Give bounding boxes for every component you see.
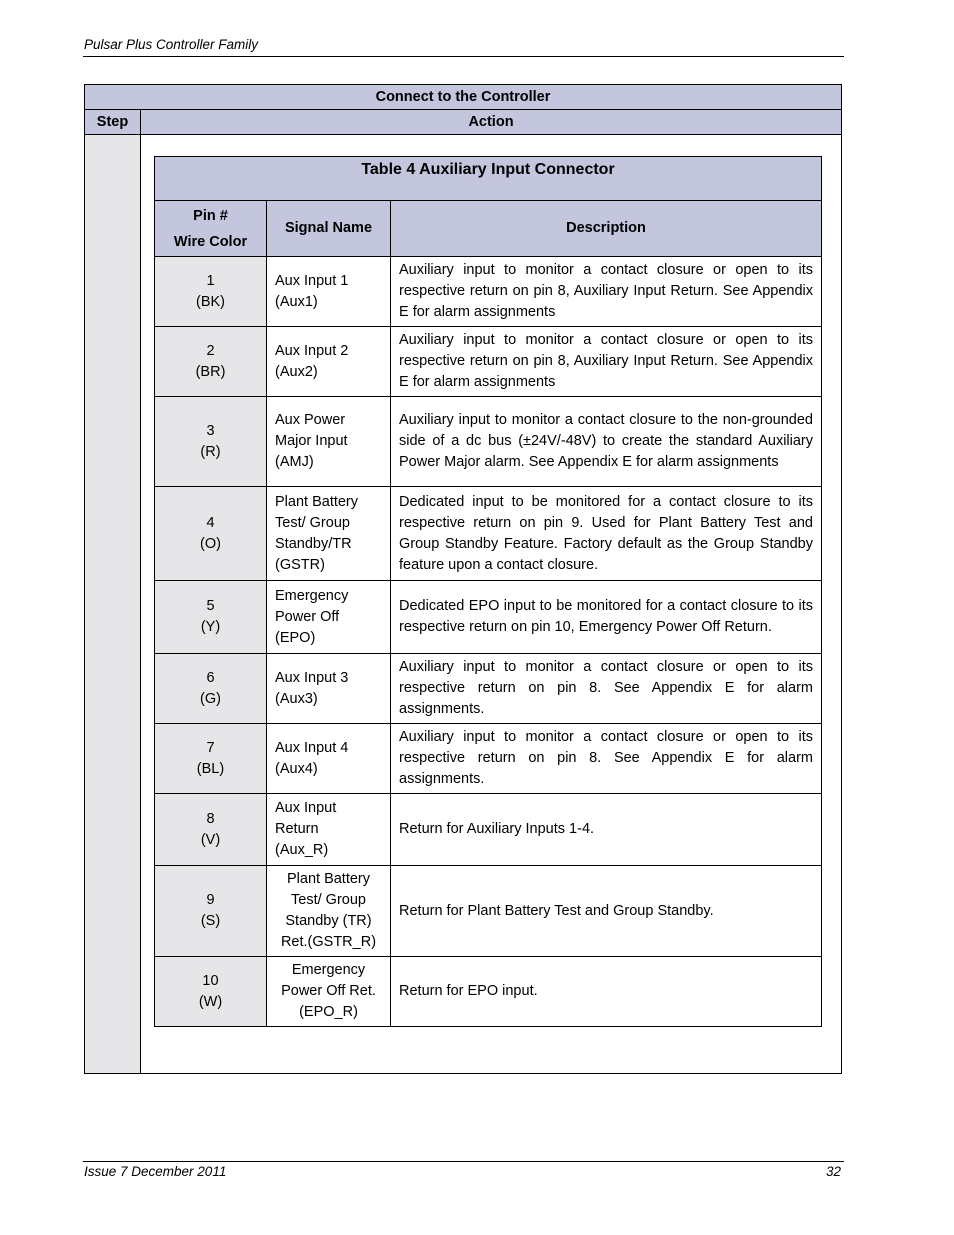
signal-name-cell (267, 866, 391, 957)
signal-name-line: (Aux2) (275, 363, 318, 380)
procedure-title: Connect to the Controller (85, 85, 841, 110)
pin-cell (155, 581, 267, 654)
signal-name-line: Aux Input (275, 800, 337, 816)
wire-color: (V) (200, 831, 221, 848)
pin-cell (155, 654, 267, 724)
signal-name-line: (EPO_R) (299, 1004, 358, 1020)
signal-name-line: (Aux4) (275, 760, 318, 777)
signal-name-line: Ret.(GSTR_R) (280, 934, 377, 950)
pin-number: 3 (206, 422, 215, 439)
table-row (155, 794, 822, 866)
signal-name-line: (EPO) (275, 629, 316, 646)
table-row (155, 654, 822, 724)
signal-name-cell (267, 257, 391, 327)
pin-number: 1 (206, 272, 215, 289)
pin-cell (155, 487, 267, 581)
table-row (155, 724, 822, 794)
signal-name-line: Power Off (275, 608, 340, 625)
pin-cell (155, 327, 267, 397)
pin-number: 4 (206, 514, 215, 531)
pin-header-line: Pin # (193, 207, 228, 224)
header-rule (83, 56, 844, 57)
signal-name-line: Aux Input 1 (275, 272, 349, 289)
signal-name-line: Test/ Group (291, 892, 366, 908)
description-cell: Auxiliary input to monitor a contact closure or open to its respective return on pin 8. See Appendix E for alarm assignments. (391, 654, 822, 724)
pin-number: 8 (206, 810, 215, 827)
signal-name-cell (267, 724, 391, 794)
signal-name-line: Standby (TR) (285, 913, 372, 929)
signal-name-line: Test/ Group (275, 514, 350, 531)
pin-number: 6 (206, 669, 215, 686)
signal-name-line: Aux Input 4 (275, 739, 349, 756)
pin-cell (155, 794, 267, 866)
description-cell: Auxiliary input to monitor a contact closure to the non-grounded side of a dc bus (±24V/-48V) to create the standard Auxiliary Power Major alarm. See Appendix E for alarm assignments (391, 397, 822, 487)
signal-name-cell (267, 397, 391, 487)
pin-cell (155, 957, 267, 1027)
description-cell: Auxiliary input to monitor a contact closure or open to its respective return on pin 8, Auxiliary Input Return. See Appendix E for alarm assignments (391, 257, 822, 327)
signal-name-line: Aux Power (275, 412, 346, 428)
pin-number: 7 (206, 739, 215, 756)
wire-color: (BR) (195, 363, 226, 380)
pin-number: 9 (206, 892, 215, 908)
description-cell: Auxiliary input to monitor a contact closure or open to its respective return on pin 8. See Appendix E for alarm assignments. (391, 724, 822, 794)
table-caption: Table 4 Auxiliary Input Connector (155, 157, 822, 201)
wire-color-header-line: Wire Color (173, 233, 248, 250)
wire-color: (Y) (200, 619, 221, 635)
wire-color: (R) (200, 443, 221, 460)
pin-cell (155, 724, 267, 794)
signal-column-header: Signal Name (267, 201, 391, 257)
page-number: 32 (825, 1164, 841, 1179)
description-cell: Return for Auxiliary Inputs 1-4. (391, 794, 822, 866)
table-row (155, 957, 822, 1027)
signal-name-line: (GSTR) (275, 556, 325, 573)
description-cell: Return for EPO input. (391, 957, 822, 1027)
footer-rule (83, 1161, 844, 1162)
table-row (155, 866, 822, 957)
signal-name-line: Plant Battery (286, 871, 370, 887)
wire-color: (BL) (196, 760, 225, 777)
step-cell (85, 135, 141, 1073)
signal-name-line: Emergency (275, 587, 349, 604)
table-row (155, 397, 822, 487)
auxiliary-input-connector-table (154, 156, 822, 1027)
signal-name-cell (267, 957, 391, 1027)
signal-name-line: (AMJ) (275, 454, 314, 470)
description-cell: Dedicated input to be monitored for a contact closure to its respective return on pin 9. Used for Plant Battery Test and Group Standby Feature. Factory default as the Group Standby feature upon a contact closure. (391, 487, 822, 581)
signal-name-line: Plant Battery (275, 493, 359, 510)
signal-name-cell (267, 794, 391, 866)
signal-name-cell (267, 487, 391, 581)
description-column-header: Description (391, 201, 822, 257)
signal-name-cell (267, 654, 391, 724)
signal-name-line: Power Off Ret. (281, 983, 376, 999)
description-cell: Return for Plant Battery Test and Group Standby. (391, 866, 822, 957)
signal-name-line: Standby/TR (275, 535, 352, 552)
table-row (155, 327, 822, 397)
signal-name-line: (Aux1) (275, 293, 318, 310)
signal-name-cell (267, 327, 391, 397)
wire-color: (O) (200, 535, 221, 552)
footer-issue: Issue 7 December 2011 (84, 1164, 227, 1179)
wire-color: (BK) (196, 293, 225, 310)
signal-name-cell (267, 581, 391, 654)
signal-name-line: Emergency (291, 962, 366, 978)
signal-name-line: Aux Input 3 (275, 669, 349, 686)
table-row (155, 487, 822, 581)
pin-cell (155, 397, 267, 487)
description-cell: Auxiliary input to monitor a contact closure or open to its respective return on pin 8, Auxiliary Input Return. See Appendix E for alarm assignments (391, 327, 822, 397)
wire-color: (G) (200, 690, 221, 707)
action-column-header: Action (141, 110, 841, 135)
pin-number: 2 (206, 342, 215, 359)
table-row (155, 257, 822, 327)
wire-color: (S) (200, 913, 221, 929)
pin-cell (155, 866, 267, 957)
pin-column-header (155, 201, 267, 257)
signal-name-line: Aux Input 2 (275, 342, 349, 359)
wire-color: (W) (198, 993, 223, 1010)
step-column-header: Step (85, 110, 141, 135)
pin-number: 10 (202, 972, 219, 989)
description-cell: Dedicated EPO input to be monitored for a contact closure to its respective return on pin 10, Emergency Power Off Return. (391, 581, 822, 654)
signal-name-line: (Aux3) (275, 690, 318, 707)
pin-cell (155, 257, 267, 327)
table-row (155, 581, 822, 654)
signal-name-line: (Aux_R) (275, 842, 329, 858)
running-header: Pulsar Plus Controller Family (84, 37, 259, 52)
signal-name-line: Major Input (275, 433, 348, 449)
pin-number: 5 (206, 598, 215, 614)
signal-name-line: Return (275, 821, 319, 837)
